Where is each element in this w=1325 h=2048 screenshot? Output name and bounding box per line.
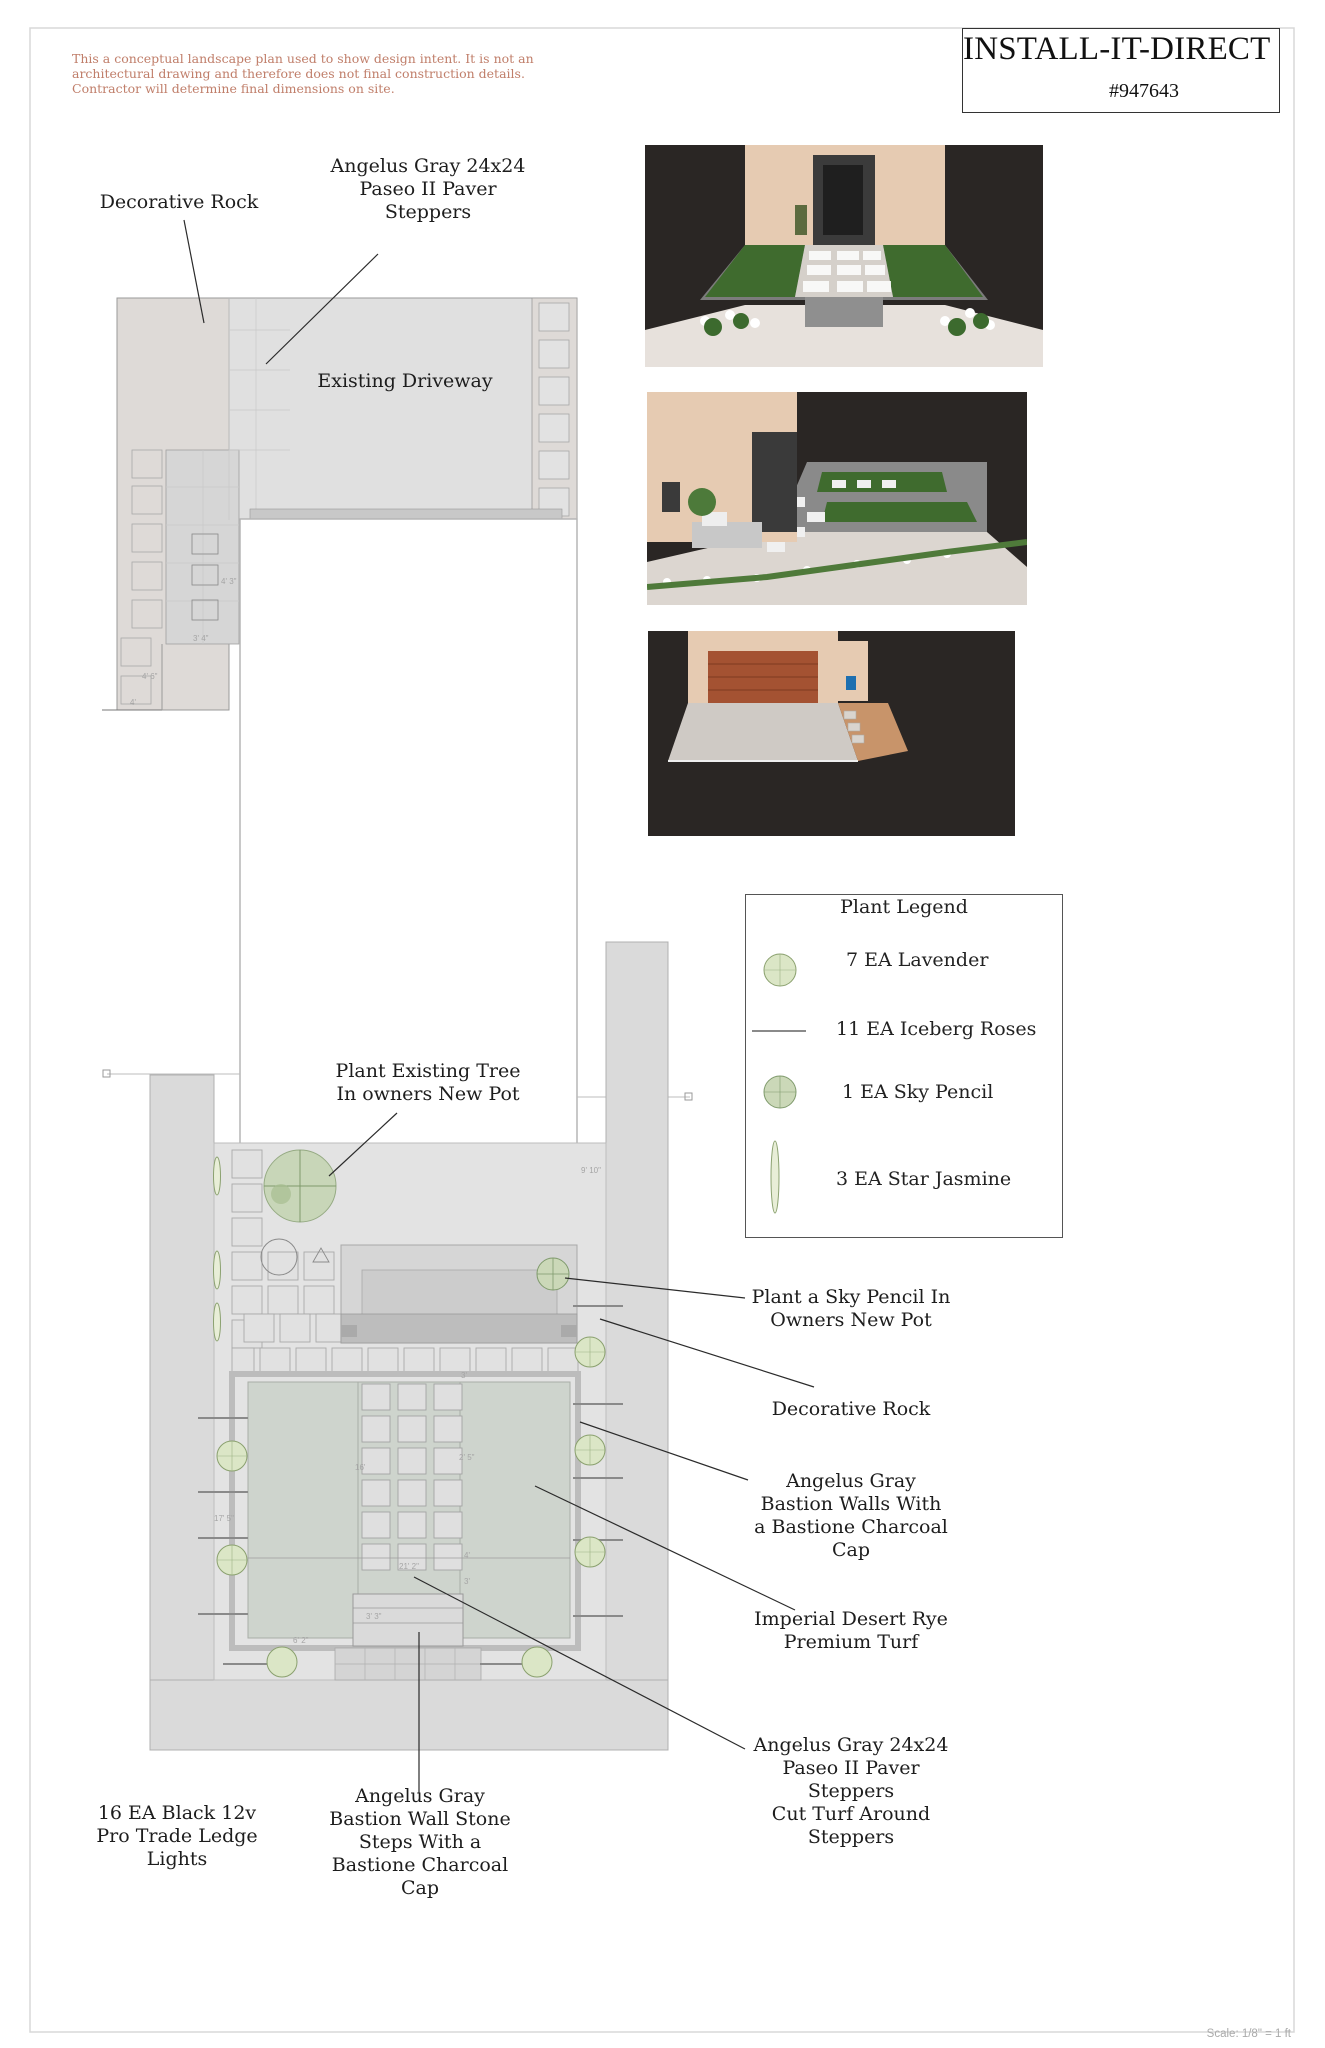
sidewalk-bottom [150, 1680, 668, 1750]
callout-line: Angelus Gray [355, 1785, 485, 1807]
callout-ledge-lights [72, 1802, 282, 1871]
callout-line: Bastion Walls With [760, 1493, 942, 1515]
callout-line: Owners New Pot [770, 1309, 932, 1331]
side-yard-right [606, 942, 668, 1750]
callout-line: Steps With a [358, 1831, 482, 1853]
disclaimer-note: This a conceptual landscape plan used to show design intent. It is not an architectural drawing and therefore does not final construction details. Contractor will determine final dimensions on site. [72, 51, 534, 96]
callout-line: Pro Trade Ledge [96, 1825, 258, 1847]
callout-line: Cap [400, 1877, 440, 1899]
jasmine-symbol-icon [771, 1141, 779, 1213]
dimension-label: 2' 5" [459, 1453, 475, 1462]
callout-line: Bastione Charcoal [331, 1854, 509, 1876]
callout-line: Premium Turf [783, 1631, 919, 1653]
callout-existing-tree [310, 1060, 546, 1106]
render-patio [647, 392, 1027, 605]
lavender-symbol-icon [764, 954, 796, 986]
render-garage [648, 631, 1015, 836]
callout-line: In owners New Pot [336, 1083, 520, 1105]
callout-line: Angelus Gray [786, 1470, 916, 1492]
callout-line: Cap [831, 1539, 871, 1561]
callout-line: Steppers [807, 1780, 895, 1802]
callout-turf [740, 1608, 962, 1654]
legend-title: Plant Legend [840, 896, 968, 918]
callout-line: Imperial Desert Rye [754, 1608, 948, 1630]
turf-right [460, 1382, 570, 1638]
dimension-label: 4' [130, 698, 136, 707]
dimension-label: 4' 6" [142, 672, 158, 681]
legend-item-lavender: 7 EA Lavender [846, 949, 989, 971]
dimension-label: 4' 3" [221, 577, 237, 586]
callout-line: Plant Existing Tree [335, 1060, 521, 1082]
callout-text: Decorative Rock [99, 191, 259, 213]
company-name: INSTALL-IT-DIRECT [963, 31, 1271, 67]
stone-steps [335, 1594, 481, 1680]
render-front-yard [645, 145, 1043, 367]
callout-paver-steppers-top [300, 155, 556, 224]
callout-existing-driveway [290, 370, 520, 393]
project-number: #947643 [1109, 80, 1179, 102]
callout-line: Angelus Gray 24x24 [753, 1734, 949, 1756]
plant-legend [745, 894, 1063, 1238]
side-yard-left [150, 1075, 214, 1750]
callout-decorative-rock-right [740, 1398, 962, 1421]
callout-line: Steppers [384, 201, 472, 223]
callout-line: Lights [146, 1848, 208, 1870]
callout-sky-pencil [740, 1286, 962, 1332]
callout-text: Decorative Rock [771, 1398, 931, 1420]
dimension-label: 3' 3" [366, 1612, 382, 1621]
callout-decorative-rock-top [72, 191, 286, 214]
callout-line: Cut Turf Around [771, 1803, 931, 1825]
scale-note: Scale: 1/8" = 1 ft [1206, 2028, 1291, 2040]
callout-stone-steps [310, 1785, 530, 1900]
callout-paver-steppers-bottom [740, 1734, 962, 1849]
dimension-label: 9' 10" [581, 1166, 601, 1175]
dimension-label: 3' 4" [193, 634, 209, 643]
existing-driveway [229, 298, 577, 520]
dimension-label: 21' 2" [399, 1562, 419, 1571]
dimension-label: 3' [461, 1371, 467, 1380]
callout-line: a Bastione Charcoal [754, 1516, 948, 1538]
dimension-label: 17' 5" [214, 1514, 234, 1523]
legend-item-star-jasmine: 3 EA Star Jasmine [836, 1168, 1012, 1190]
callout-line: Paseo II Paver [782, 1757, 920, 1779]
dimension-label: 3' [464, 1577, 470, 1586]
callout-text: Existing Driveway [317, 370, 493, 392]
legend-item-sky-pencil: 1 EA Sky Pencil [842, 1081, 994, 1103]
callout-line: Bastion Wall Stone [329, 1808, 511, 1830]
callout-bastion-walls [740, 1470, 962, 1562]
front-yard [198, 1143, 623, 1680]
callout-line: Paseo II Paver [359, 178, 497, 200]
callout-line: Angelus Gray 24x24 [330, 155, 526, 177]
callout-line: Steppers [807, 1826, 895, 1848]
dimension-label: 6' 2" [293, 1636, 309, 1645]
turf-left [248, 1382, 358, 1638]
dimension-label: 4' [464, 1551, 470, 1560]
callout-line: 16 EA Black 12v [97, 1802, 257, 1824]
house-footprint [240, 519, 577, 1245]
dimension-label: 16' [355, 1463, 366, 1472]
sky-pencil-symbol-icon [764, 1076, 796, 1108]
legend-item-iceberg-roses: 11 EA Iceberg Roses [836, 1018, 1037, 1040]
callout-line: Plant a Sky Pencil In [751, 1286, 951, 1308]
